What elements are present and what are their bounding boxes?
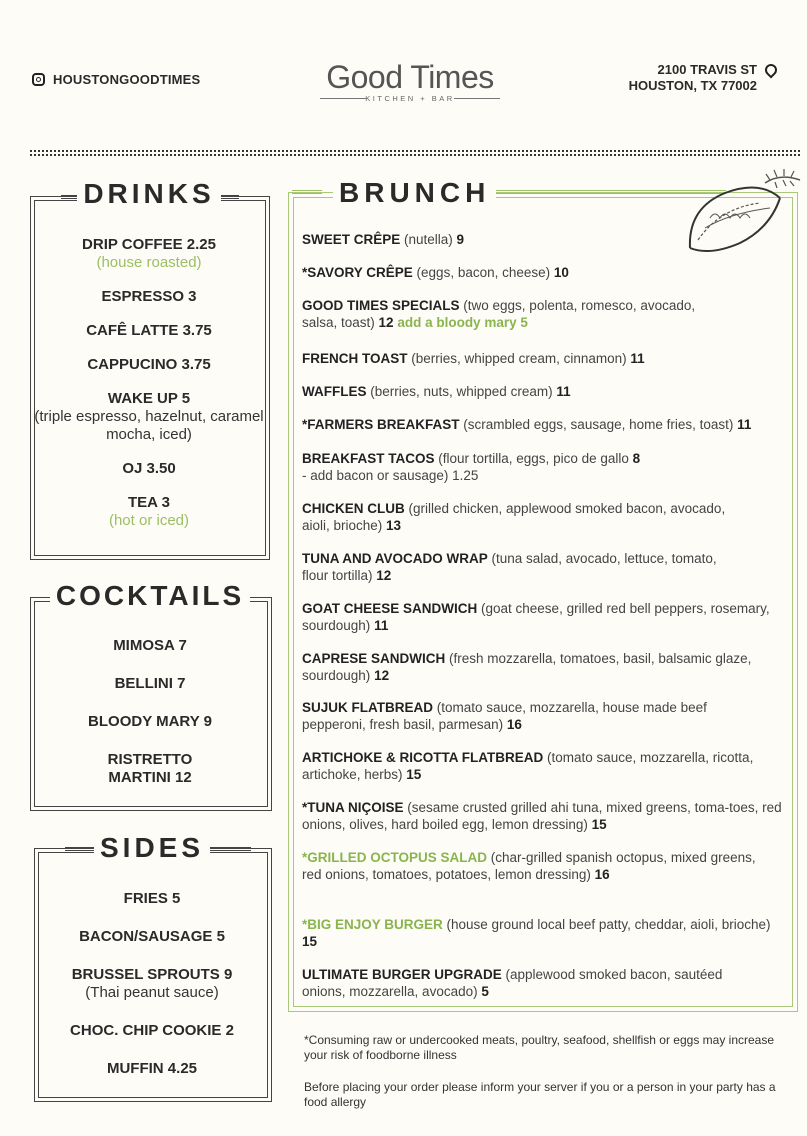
side-item: FRIES 5 xyxy=(123,890,181,907)
location-pin-icon xyxy=(763,62,780,79)
side-item: MUFFIN 4.25 xyxy=(106,1060,197,1077)
instagram-icon xyxy=(32,73,45,86)
menu-item: *TUNA NIÇOISE (sesame crusted grilled ahi tuna, mixed greens, toma-toes, red onions, olives, hard boiled egg, lemon dressing) 15 xyxy=(302,800,782,832)
menu-item: FRENCH TOAST (berries, whipped cream, cinnamon) 11 xyxy=(302,351,645,366)
dotted-divider xyxy=(30,150,800,156)
taco-illustration-icon xyxy=(680,168,805,268)
side-item: BACON/SAUSAGE 5 xyxy=(79,928,225,945)
drink-item: TEA 3 (hot or iced) xyxy=(108,494,190,529)
drinks-title: DRINKS xyxy=(30,178,268,210)
menu-item: ARTICHOKE & RICOTTA FLATBREAD (tomato sauce, mozzarella, ricotta, artichoke, herbs) 15 xyxy=(302,750,754,782)
logo xyxy=(300,60,520,103)
logo-title: Good Times xyxy=(326,59,494,95)
title-rule xyxy=(292,190,322,194)
drink-item: ESPRESSO 3 xyxy=(101,288,197,305)
brunch-title: BRUNCH xyxy=(333,177,496,209)
menu-item: CAPRESE SANDWICH (fresh mozzarella, tomatoes, basil, balsamic glaze, sourdough) 12 xyxy=(302,651,752,683)
logo-subtitle: KITCHEN + BAR xyxy=(300,94,520,103)
instagram-handle[interactable] xyxy=(32,72,200,87)
drinks-list xyxy=(30,236,268,530)
cocktail-item: RISTRETTO xyxy=(107,751,193,768)
drink-item: CAPPUCINO 3.75 xyxy=(87,356,211,373)
side-item: CHOC. CHIP COOKIE 2 xyxy=(70,1022,234,1039)
menu-item: TUNA AND AVOCADO WRAP (tuna salad, avocado, lettuce, tomato, flour tortilla) 12 xyxy=(302,551,717,583)
side-item: BRUSSEL SPROUTS 9 (Thai peanut sauce) xyxy=(71,966,233,1001)
drink-item: OJ 3.50 xyxy=(122,460,176,477)
sides-title: SIDES xyxy=(34,832,270,864)
cocktail-item: BLOODY MARY 9 xyxy=(88,713,212,730)
menu-item: *SAVORY CRÊPE (eggs, bacon, cheese) 10 xyxy=(302,265,569,280)
sides-list xyxy=(34,890,270,1078)
menu-item: GOOD TIMES SPECIALS (two eggs, polenta, romesco, avocado, salsa, toast) 12 add a bloody mary 5 xyxy=(302,298,696,330)
cocktails-title: COCKTAILS xyxy=(30,580,270,612)
menu-item: GOAT CHEESE SANDWICH (goat cheese, grilled red bell peppers, rosemary, sourdough) 11 xyxy=(302,601,770,633)
menu-item: CHICKEN CLUB (grilled chicken, applewood smoked bacon, avocado, aioli, brioche) 13 xyxy=(302,501,726,533)
menu-item: BREAKFAST TACOS (flour tortilla, eggs, pico de gallo 8 - add bacon or sausage) 1.25 xyxy=(302,451,641,483)
cocktail-item: BELLINI 7 xyxy=(114,675,186,692)
menu-item: SWEET CRÊPE (nutella) 9 xyxy=(302,232,465,247)
cocktail-item: MARTINI 12 xyxy=(108,769,192,786)
allergy-notice: Before placing your order please inform your server if you or a person in your party has a food allergy xyxy=(304,1080,776,1109)
drink-item: WAKE UP 5 (triple espresso, hazelnut, caramel mocha, iced) xyxy=(34,390,264,443)
food-warning: *Consuming raw or undercooked meats, poultry, seafood, shellfish or eggs may increase your risk of foodborne illness xyxy=(304,1033,775,1062)
menu-item: *GRILLED OCTOPUS SALAD (char-grilled spanish octopus, mixed greens, red onions, tomatoes, potatoes, lemon dressing) 16 xyxy=(302,850,756,882)
menu-item: WAFFLES (berries, nuts, whipped cream) 11 xyxy=(302,384,571,399)
cocktails-list xyxy=(30,637,270,787)
menu-item: *BIG ENJOY BURGER (house ground local beef patty, cheddar, aioli, brioche) 15 xyxy=(302,917,771,949)
address-line1: 2100 TRAVIS ST xyxy=(657,62,757,77)
drink-item: CAFÊ LATTE 3.75 xyxy=(86,322,212,339)
instagram-text: HOUSTONGOODTIMES xyxy=(53,72,201,87)
menu-item: SUJUK FLATBREAD (tomato sauce, mozzarella, house made beef pepperoni, fresh basil, parmesan) 16 xyxy=(302,700,707,732)
cocktail-item: MIMOSA 7 xyxy=(113,637,187,654)
drink-item: DRIP COFFEE 2.25 (house roasted) xyxy=(82,236,216,271)
address-line2: HOUSTON, TX 77002 xyxy=(628,78,757,93)
menu-item: ULTIMATE BURGER UPGRADE (applewood smoked bacon, sautéed onions, mozzarella, avocado) 5 xyxy=(302,967,723,999)
menu-item: *FARMERS BREAKFAST (scrambled eggs, sausage, home fries, toast) 11 xyxy=(302,417,752,432)
address xyxy=(629,62,777,94)
